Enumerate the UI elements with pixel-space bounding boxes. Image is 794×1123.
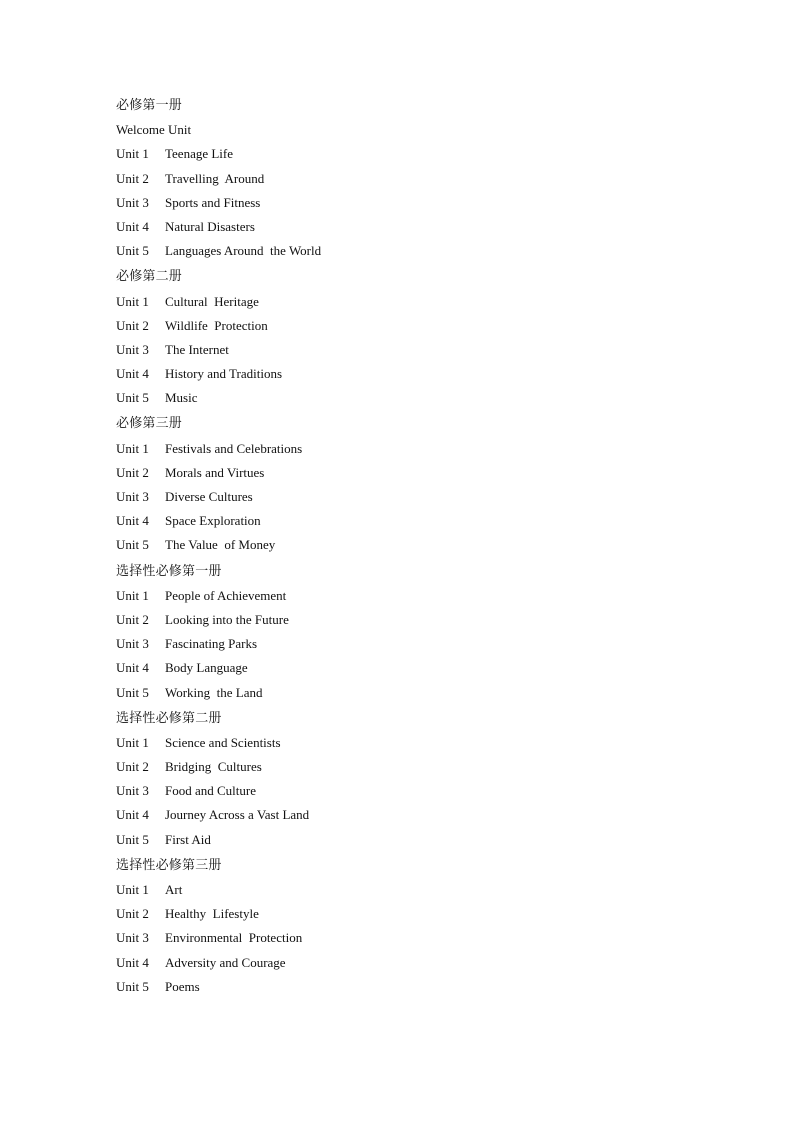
unit-title: Space Exploration — [165, 513, 261, 529]
book-title: 选择性必修第三册 — [116, 857, 222, 873]
unit-number: Unit 1 — [116, 587, 149, 603]
book-section — [116, 94, 716, 263]
book-title: 必修第三册 — [116, 416, 183, 432]
unit-entry — [116, 215, 716, 239]
unit-entry — [116, 975, 716, 999]
unit-entry — [116, 632, 716, 656]
unit-number: Unit 4 — [116, 660, 149, 676]
unit-number: Unit 1 — [116, 734, 149, 750]
unit-title: Healthy Lifestyle — [165, 906, 259, 922]
unit-entry — [116, 142, 716, 166]
unit-number: Unit 2 — [116, 464, 149, 480]
unit-number: Unit 2 — [116, 170, 149, 186]
unit-number: Unit 4 — [116, 513, 149, 529]
unit-title: Sports and Fitness — [165, 194, 261, 210]
unit-entry — [116, 290, 716, 314]
unit-title: Environmental Protection — [165, 930, 303, 946]
unit-number: Unit 3 — [116, 930, 149, 946]
unit-title: The Internet — [165, 341, 229, 357]
unit-entry — [116, 584, 716, 608]
unit-title: Working the Land — [165, 684, 263, 700]
unit-title: Morals and Virtues — [165, 464, 265, 480]
unit-title: Languages Around the World — [165, 243, 322, 259]
book-title: 选择性必修第一册 — [116, 563, 222, 579]
unit-number: Unit 4 — [116, 807, 149, 823]
unit-entry — [116, 437, 716, 461]
unit-entry — [116, 803, 716, 827]
unit-number: Unit 5 — [116, 978, 149, 994]
unit-title: Poems — [165, 978, 200, 994]
unit-entry — [116, 191, 716, 215]
unit-entry — [116, 167, 716, 191]
unit-number: Unit 2 — [116, 611, 149, 627]
unit-number: Unit 1 — [116, 882, 149, 897]
book-section — [116, 560, 716, 705]
unit-title: Music — [165, 390, 198, 406]
unit-number: Unit 1 — [116, 293, 149, 309]
unit-entry — [116, 828, 716, 852]
unit-entry — [116, 461, 716, 485]
book-title: 必修第一册 — [116, 98, 183, 113]
book-section — [116, 265, 716, 410]
unit-entry — [116, 731, 716, 755]
unit-title: Journey Across a Vast Land — [165, 807, 310, 823]
unit-entry — [116, 239, 716, 263]
unit-number: Unit 5 — [116, 831, 149, 847]
unit-title: Science and Scientists — [165, 734, 281, 750]
unit-title: Cultural Heritage — [165, 293, 259, 309]
unit-title: Travelling Around — [165, 170, 265, 186]
book-title: 选择性必修第二册 — [116, 710, 222, 726]
unit-entry — [116, 386, 716, 410]
unit-number: Unit 2 — [116, 759, 149, 775]
unit-number: Unit 2 — [116, 317, 149, 333]
unit-entry — [116, 779, 716, 803]
unit-number: Unit 5 — [116, 390, 149, 406]
unit-number: Unit 5 — [116, 537, 149, 553]
unit-title: Teenage Life — [165, 146, 234, 162]
unit-number: Unit 5 — [116, 684, 149, 700]
unit-number: Unit 4 — [116, 954, 149, 970]
unit-number: Welcome Unit — [116, 122, 192, 138]
unit-entry — [116, 951, 716, 975]
unit-number: Unit 4 — [116, 366, 149, 382]
book-title: 必修第二册 — [116, 269, 183, 285]
unit-title: People of Achievement — [165, 587, 287, 603]
unit-entry — [116, 878, 716, 902]
unit-title: The Value of Money — [165, 537, 276, 553]
unit-entry — [116, 338, 716, 362]
unit-title: Natural Disasters — [165, 218, 255, 234]
unit-entry — [116, 118, 716, 142]
unit-title: Body Language — [165, 660, 248, 676]
unit-title: Adversity and Courage — [165, 954, 286, 970]
unit-title: Festivals and Celebrations — [165, 440, 303, 456]
unit-number: Unit 2 — [116, 906, 149, 922]
unit-number: Unit 3 — [116, 489, 149, 504]
unit-entry — [116, 533, 716, 557]
unit-entry — [116, 755, 716, 779]
unit-title: Fascinating Parks — [165, 636, 258, 652]
unit-title: Food and Culture — [165, 783, 256, 799]
unit-entry — [116, 608, 716, 632]
unit-entry — [116, 362, 716, 386]
unit-entry — [116, 656, 716, 680]
unit-entry — [116, 681, 716, 705]
unit-entry — [116, 509, 716, 533]
unit-entry — [116, 485, 716, 509]
unit-number: Unit 1 — [116, 146, 149, 162]
unit-number: Unit 5 — [116, 243, 149, 259]
unit-title: Wildlife Protection — [165, 317, 268, 333]
unit-number: Unit 4 — [116, 218, 149, 234]
unit-entry — [116, 314, 716, 338]
unit-title: History and Traditions — [165, 366, 283, 382]
unit-title: First Aid — [165, 831, 211, 847]
contents-list — [116, 94, 716, 999]
unit-title: Looking into the Future — [165, 611, 289, 627]
unit-title: Diverse Cultures — [165, 489, 253, 504]
unit-number: Unit 3 — [116, 636, 149, 652]
unit-number: Unit 1 — [116, 440, 149, 456]
unit-number: Unit 3 — [116, 194, 149, 210]
unit-number: Unit 3 — [116, 783, 149, 799]
book-section — [116, 707, 716, 852]
unit-title: Art — [165, 882, 183, 897]
unit-entry — [116, 926, 716, 950]
unit-entry — [116, 902, 716, 926]
unit-title: Bridging Cultures — [165, 759, 262, 775]
unit-number: Unit 3 — [116, 341, 149, 357]
book-section — [116, 412, 716, 557]
book-section — [116, 854, 716, 999]
